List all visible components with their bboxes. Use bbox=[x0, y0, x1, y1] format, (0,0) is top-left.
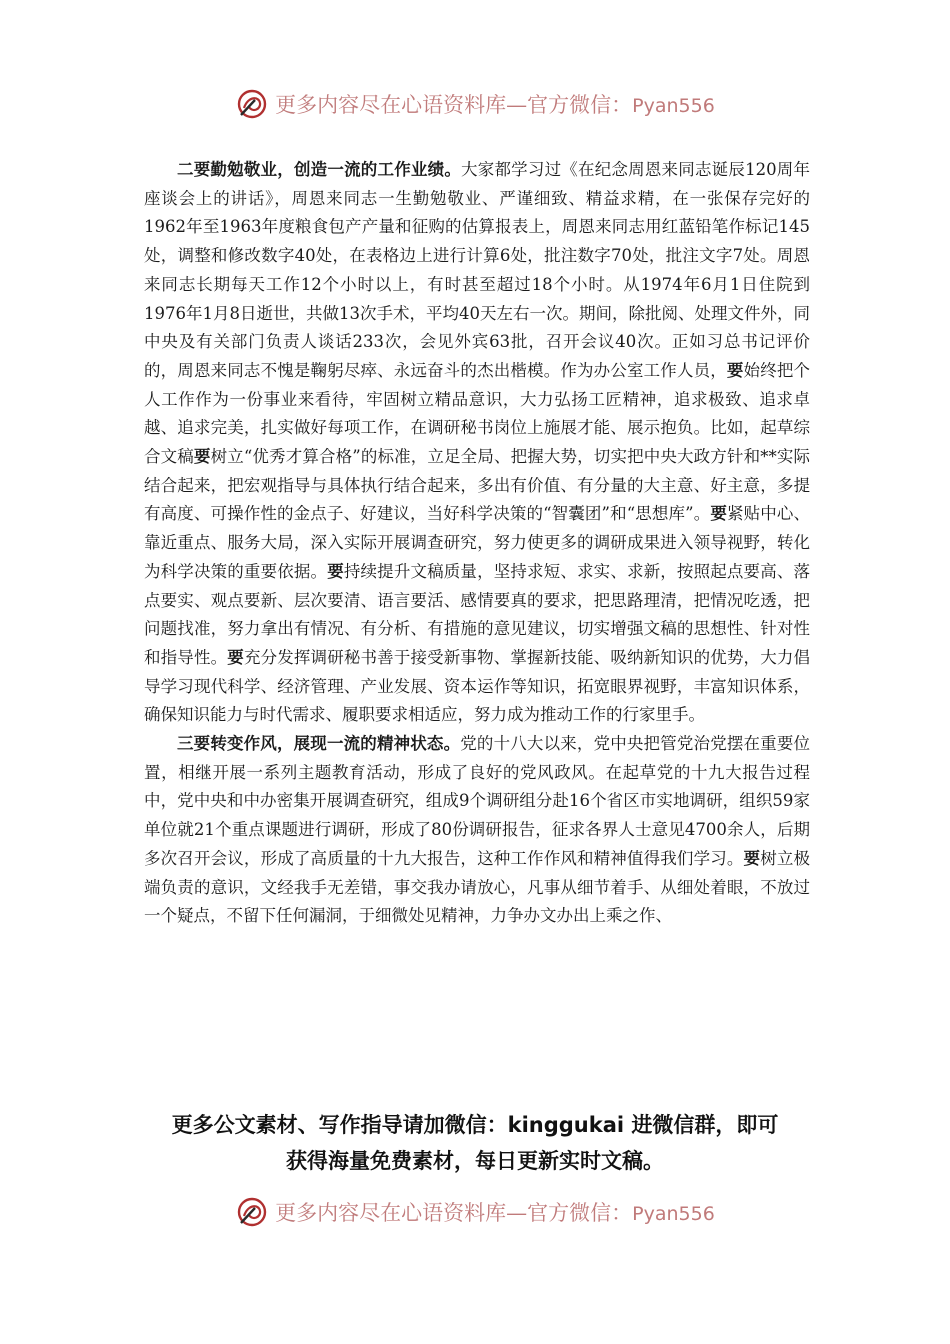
footer-banner bbox=[0, 1192, 950, 1232]
header-banner bbox=[0, 84, 950, 124]
emphasis-keyword: 要 bbox=[710, 504, 727, 524]
swirl-logo-icon bbox=[235, 1195, 269, 1229]
banner-wechat-id: Pyan556 bbox=[632, 1203, 715, 1225]
body-text-run: 紧贴中心、靠近重点、服务大局，深入实际开展调查研究，努力使更多的调研成果进入领导视野，转化为科学决策的重要依据。 bbox=[144, 504, 811, 581]
body-text-run: 持续提升文稿质量，坚持求短、求实、求新，按照起点要高、落点要实、观点要新、层次要清、语言要活、感情要真的要求，把思路理清，把情况吃透，把问题找准，努力拿出有情况、有分析、有措施的意见建议，切实增强文稿的思想性、针对性和指导性。 bbox=[144, 561, 811, 667]
swirl-logo-icon bbox=[235, 87, 269, 121]
body-text-run: 充分发挥调研秘书善于接受新事物、掌握新技能、吸纳新知识的优势，大力倡导学习现代科学、经济管理、产业发展、资本运作等知识，拓宽眼界视野，丰富知识体系，确保知识能力与时代需求、履职要求相适应，努力成为推动工作的行家里手。 bbox=[144, 647, 811, 725]
banner-text: 更多内容尽在心语资料库—官方微信：Pyan556 bbox=[275, 93, 715, 117]
paragraph-section-3 bbox=[144, 730, 810, 931]
body-text-run: 党的十八大以来，党中央把管党治党摆在重要位置，相继开展一系列主题教育活动，形成了良好的党风政风。在起草党的十九大报告过程中，党中央和中办密集开展调查研究，组成9个调研组分赴16个省区市实地调研，组织59家单位就21个重点课题进行调研，形成了80份调研报告，征求各界人士意见4700余人，后期多次召开会议，形成了高质量的十九大报告，这种工作作风和精神值得我们学习。 bbox=[144, 734, 811, 868]
body-text-run: 树立“优秀才算合格”的标准，立足全局、把握大势，切实把中央大政方针和**实际结合起来，把宏观指导与具体执行结合起来，多出有价值、有分量的大主意、好主意，多提有高度、可操作性的金点子、好建议，当好科学决策的“智囊团”和“思想库”。 bbox=[144, 447, 810, 524]
banner-wechat-id: Pyan556 bbox=[632, 95, 715, 117]
emphasis-keyword: 要 bbox=[193, 447, 211, 467]
section-heading: 三要转变作风，展现一流的精神状态。 bbox=[177, 734, 461, 754]
emphasis-keyword: 要 bbox=[726, 360, 744, 380]
banner-text: 更多内容尽在心语资料库—官方微信：Pyan556 bbox=[275, 1201, 715, 1225]
body-text-run: 树立极端负责的意识，文经我手无差错，事交我办请放心，凡事从细节着手、从细处着眼，不放过一个疑点，不留下任何漏洞，于细微处见精神，力争办文办出上乘之作、 bbox=[144, 848, 811, 926]
document-body bbox=[144, 156, 810, 931]
promo-block bbox=[0, 1107, 950, 1179]
promo-line-1: 更多公文素材、写作指导请加微信：kinggukai 进微信群，即可 bbox=[171, 1113, 779, 1137]
emphasis-keyword: 要 bbox=[743, 848, 761, 868]
emphasis-keyword: 要 bbox=[227, 647, 244, 667]
paragraph-section-2 bbox=[144, 156, 810, 730]
body-text-run: 大家都学习过《在纪念周恩来同志诞辰120周年座谈会上的讲话》，周恩来同志一生勤勉敬业、严谨细致、精益求精，在一张保存完好的1962年至1963年度粮食包产产量和征购的估算报表上，周恩来同志用红蓝铅笔作标记145处，调整和修改数字40处，在表格边上进行计算6处，批注数字70处，批注文字7处。周恩来同志长期每天工作12个小时以上，有时甚至超过18个小时。从1974年6月1日住院到1976年1月8日逝世，共做13次手术，平均40天左右一次。期间，除批阅、处理文件外，同中央及有关部门负责人谈话233次，会见外宾63批，召开会议40次。正如习总书记评价的，周恩来同志不愧是鞠躬尽瘁、永远奋斗的杰出楷模。作为办公室工作人员， bbox=[144, 160, 810, 380]
emphasis-keyword: 要 bbox=[327, 561, 344, 581]
section-heading: 二要勤勉敬业，创造一流的工作业绩。 bbox=[177, 160, 462, 179]
promo-line-2: 获得海量免费素材，每日更新实时文稿。 bbox=[286, 1149, 664, 1173]
body-text-run: 始终把个人工作作为一份事业来看待，牢固树立精品意识，大力弘扬工匠精神，追求极致、追求卓越、追求完美，扎实做好每项工作，在调研秘书岗位上施展才能、展示抱负。比如，起草综合文稿 bbox=[144, 360, 811, 467]
